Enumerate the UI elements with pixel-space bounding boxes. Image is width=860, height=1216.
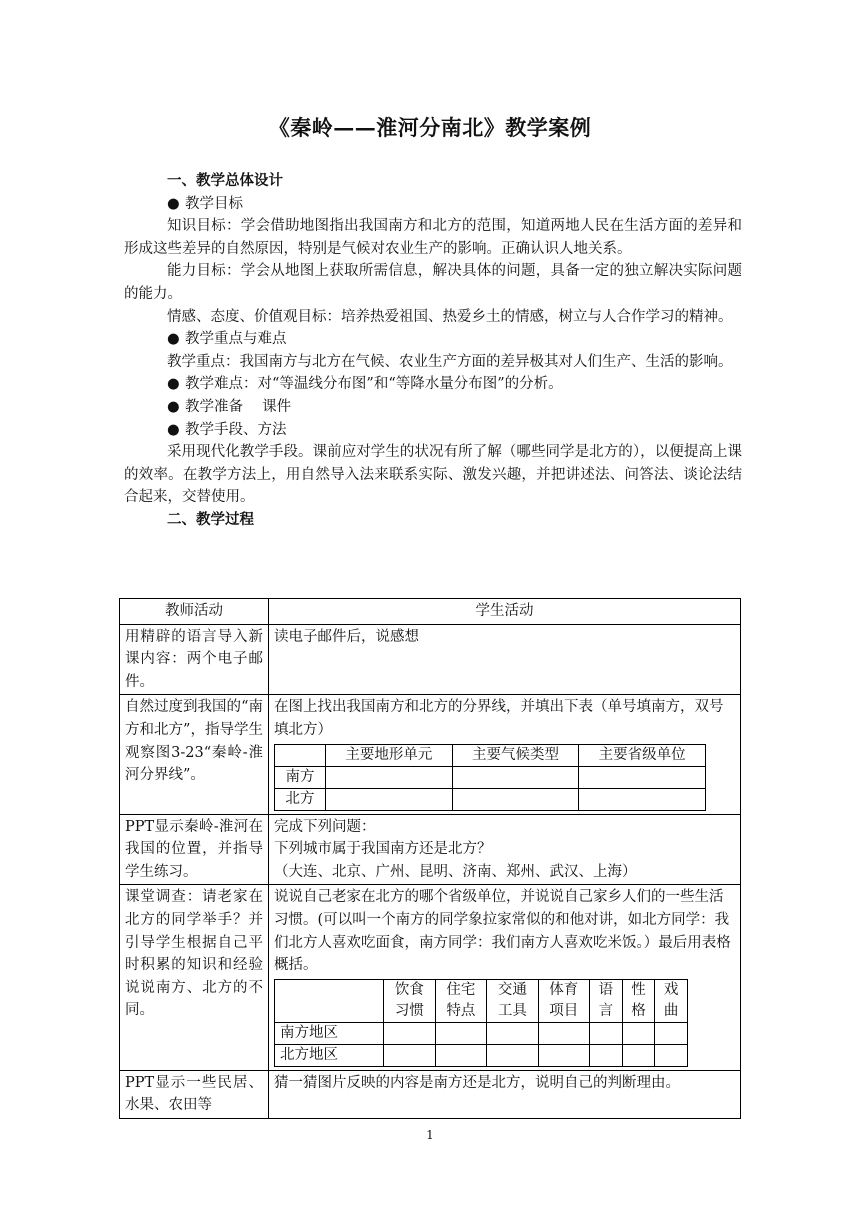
bullet-dot-icon: ● bbox=[167, 421, 180, 438]
inner-header-cell: 语言 bbox=[590, 979, 623, 1022]
blank-cell bbox=[326, 766, 453, 788]
blank-cell bbox=[579, 788, 706, 810]
knowledge-goal: 知识目标：学会借助地图指出我国南方和北方的范围，知道两地人民在生活方面的差异和形成这些差异的自然原因，特别是气候对农业生产的影响。正确认识人地关系。 bbox=[124, 218, 742, 257]
document-body bbox=[124, 170, 742, 532]
student-cell bbox=[269, 885, 741, 1070]
inner-header-cell: 饮食习惯 bbox=[384, 979, 435, 1022]
bullet-methods: ● 教学手段、方法 bbox=[124, 419, 742, 442]
teacher-cell: PPT显示一些民居、水果、农田等 bbox=[120, 1070, 269, 1118]
teacher-cell: PPT显示秦岭-淮河在我国的位置，并指导学生练习。 bbox=[120, 814, 269, 885]
inner-row-label: 南方 bbox=[275, 766, 326, 788]
teacher-cell: 用精辟的语言导入新课内容：两个电子邮件。 bbox=[120, 624, 269, 695]
student-text: 在图上找出我国南方和北方的分界线，并填出下表（单号填南方，双号填北方） bbox=[274, 699, 724, 738]
student-cell: 猜一猜图片反映的内容是南方还是北方，说明自己的判断理由。 bbox=[269, 1070, 741, 1118]
bullet-difficulty: ● 教学难点：对“等温线分布图”和“等降水量分布图”的分析。 bbox=[124, 373, 742, 396]
table-row bbox=[120, 624, 741, 695]
process-table bbox=[119, 598, 741, 1119]
section-heading-1: 一、教学总体设计 bbox=[167, 172, 283, 189]
table-row bbox=[120, 695, 741, 814]
student-text: 完成下列问题： bbox=[274, 818, 376, 835]
header-student: 学生活动 bbox=[269, 599, 741, 625]
student-text: 说说自己老家在北方的哪个省级单位，并说说自己家乡人们的一些生活习惯。(可以叫一个南方的同学象拉家常似的和他对讲，如北方同学：我们北方人喜欢吃面食，南方同学：我们南方人喜欢吃米饭。）最后用表格概括。 bbox=[274, 889, 731, 974]
blank-cell bbox=[538, 1022, 589, 1044]
ability-goal: 能力目标：学会从地图上获取所需信息，解决具体的问题，具备一定的独立解决实际问题的能力。 bbox=[124, 263, 742, 302]
student-cell bbox=[269, 695, 741, 814]
student-text: （大连、北京、广州、昆明、济南、郑州、武汉、上海） bbox=[274, 863, 637, 880]
inner-header-cell: 主要气候类型 bbox=[452, 744, 579, 766]
inner-header-cell: 戏曲 bbox=[655, 979, 688, 1022]
key-point: 教学重点：我国南方与北方在气候、农业生产方面的差异极其对人们生产、生活的影响。 bbox=[167, 353, 733, 370]
inner-header-cell: 性格 bbox=[622, 979, 655, 1022]
page-title: 《秦岭——淮河分南北》教学案例 bbox=[268, 115, 592, 140]
inner-row-label: 北方地区 bbox=[275, 1044, 384, 1066]
inner-header-cell bbox=[275, 979, 384, 1022]
bullet-dot-icon: ● bbox=[167, 331, 180, 348]
inner-row-label: 南方地区 bbox=[275, 1022, 384, 1044]
emotion-goal: 情感、态度、价值观目标：培养热爱祖国、热爱乡土的情感，树立与人合作学习的精神。 bbox=[167, 308, 733, 325]
blank-cell bbox=[590, 1044, 623, 1066]
inner-header-cell: 交通工具 bbox=[487, 979, 538, 1022]
student-text: 下列城市属于我国南方还是北方？ bbox=[274, 841, 492, 858]
blank-cell bbox=[452, 766, 579, 788]
blank-cell bbox=[622, 1044, 655, 1066]
method-text: 采用现代化教学手段。课前应对学生的状况有所了解（哪些同学是北方的），以便提高上课的效率。在教学方法上，用自然导入法来联系实际、激发兴趣，并把讲述法、问答法、谈论法结合起来，交替使用。 bbox=[124, 444, 742, 506]
page-number: 1 bbox=[426, 1128, 434, 1142]
blank-cell bbox=[435, 1044, 486, 1066]
bullet-goals: ● 教学目标 bbox=[124, 193, 742, 216]
teacher-cell: 自然过度到我国的“南方和北方”，指导学生观察图3-23“秦岭-淮河分界线”。 bbox=[120, 695, 269, 814]
blank-cell bbox=[487, 1044, 538, 1066]
section-heading-2: 二、教学过程 bbox=[167, 510, 254, 528]
inner-header-cell: 体育项目 bbox=[538, 979, 589, 1022]
blank-cell bbox=[579, 766, 706, 788]
table-row bbox=[120, 885, 741, 1070]
blank-cell bbox=[622, 1022, 655, 1044]
student-cell bbox=[269, 814, 741, 885]
blank-cell bbox=[655, 1022, 688, 1044]
inner-header-cell bbox=[275, 744, 326, 766]
south-north-fill-table bbox=[274, 744, 706, 811]
bullet-preparation: ● 教学准备 课件 bbox=[124, 396, 742, 419]
inner-header-cell: 主要地形单元 bbox=[326, 744, 453, 766]
blank-cell bbox=[435, 1022, 486, 1044]
table-row bbox=[120, 814, 741, 885]
inner-row-label: 北方 bbox=[275, 788, 326, 810]
blank-cell bbox=[487, 1022, 538, 1044]
blank-cell bbox=[538, 1044, 589, 1066]
blank-cell bbox=[326, 788, 453, 810]
table-row bbox=[120, 1070, 741, 1118]
inner-header-cell: 主要省级单位 bbox=[579, 744, 706, 766]
student-cell: 读电子邮件后，说感想 bbox=[269, 624, 741, 695]
bullet-dot-icon: ● bbox=[167, 398, 180, 415]
comparison-table bbox=[274, 979, 688, 1067]
table-header-row bbox=[120, 599, 741, 625]
blank-cell bbox=[384, 1022, 435, 1044]
blank-cell bbox=[452, 788, 579, 810]
header-teacher: 教师活动 bbox=[120, 599, 269, 625]
bullet-dot-icon: ● bbox=[167, 195, 180, 212]
bullet-dot-icon: ● bbox=[167, 376, 180, 393]
blank-cell bbox=[384, 1044, 435, 1066]
blank-cell bbox=[590, 1022, 623, 1044]
blank-cell bbox=[655, 1044, 688, 1066]
bullet-key-points: ● 教学重点与难点 bbox=[124, 328, 742, 351]
teacher-cell: 课堂调查：请老家在北方的同学举手？并引导学生根据自己平时积累的知识和经验说说南方、北方的不同。 bbox=[120, 885, 269, 1070]
inner-header-cell: 住宅特点 bbox=[435, 979, 486, 1022]
